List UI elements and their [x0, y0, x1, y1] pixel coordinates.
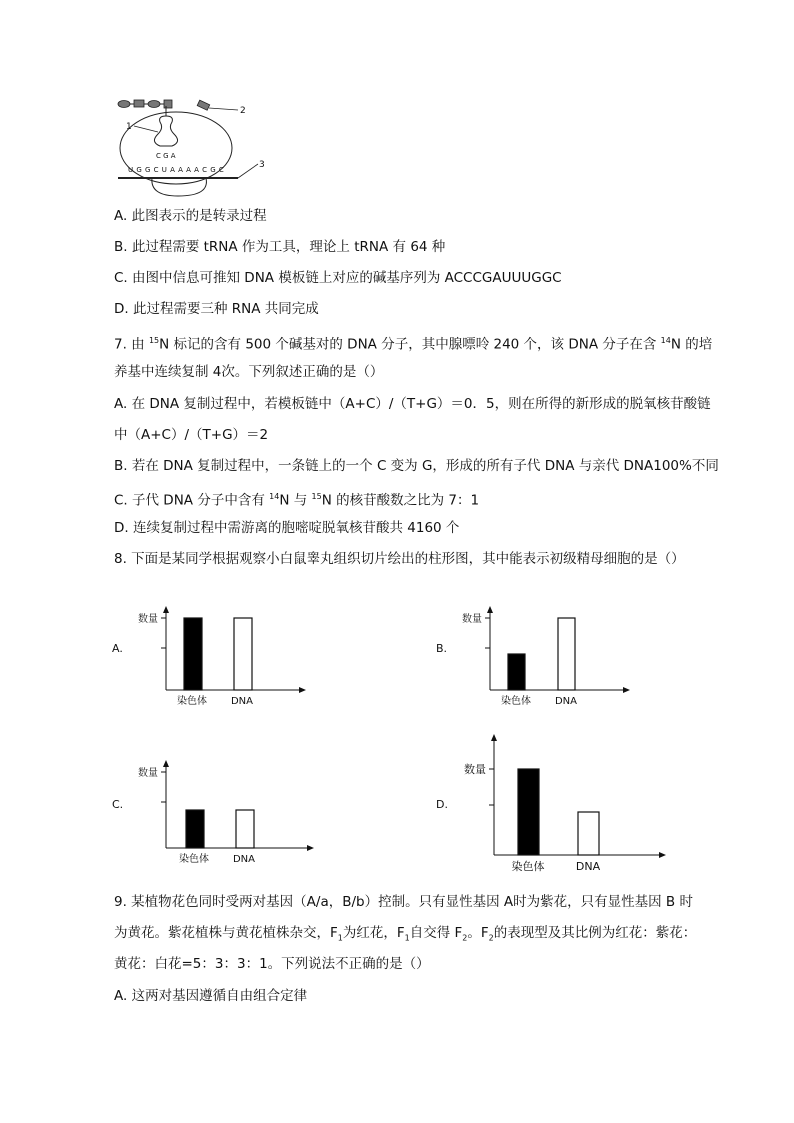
bar-chromosome: [184, 618, 202, 690]
amino-acid-1: [118, 101, 130, 108]
chart-option-label: C.: [112, 798, 124, 811]
bar-chromosome: [186, 810, 204, 848]
q9-stem-line3: 黄花：白花=5：3：3：1。下列说法不正确的是（）: [114, 956, 430, 972]
q6-option-a: A. 此图表示的是转录过程: [114, 208, 267, 224]
bar-dna: [558, 618, 575, 690]
chart-d: [434, 730, 670, 875]
q6-option-b: B. 此过程需要 tRNA 作为工具，理论上 tRNA 有 64 种: [114, 239, 446, 255]
y-axis-label: 数量: [464, 763, 486, 776]
chart-b: [434, 600, 634, 710]
q9-stem-line1: 9. 某植物花色同时受两对基因（A/a，B/b）控制。只有显性基因 A时为紫花，只有显性基因 B 时: [114, 894, 693, 910]
bar-dna: [578, 812, 599, 855]
label-2: 2: [240, 106, 246, 116]
y-axis-arrow: [491, 734, 497, 741]
q7-option-a-line2: 中（A+C）/（T+G）＝2: [114, 427, 269, 443]
q6-option-d: D. 此过程需要三种 RNA 共同完成: [114, 301, 319, 317]
q9-stem-line2: 为黄花。紫花植株与黄花植株杂交，$F_1$为红花，$F_1$自交得 $F_2$。$F_2$的表现型及其比例为红花：紫花：: [114, 925, 697, 943]
amino-acid-3: [148, 101, 160, 108]
mrna-sequence: U G G C U A A A A C G C: [128, 166, 225, 174]
translation-diagram: [110, 92, 280, 192]
bar-dna: [234, 618, 252, 690]
amino-acid-free: [197, 100, 210, 110]
x-tick-label: 染色体: [501, 696, 531, 707]
x-tick-label: 染色体: [511, 860, 545, 873]
bar-dna: [236, 810, 254, 848]
y-axis-arrow: [487, 606, 493, 613]
amino-acid-4: [164, 100, 172, 108]
x-tick-label: DNA: [230, 696, 254, 707]
bar-chromosome: [508, 654, 525, 690]
q7-option-d: D. 连续复制过程中需游离的胞嘧啶脱氧核苷酸共 4160 个: [114, 520, 460, 536]
x-tick-label: 染色体: [177, 696, 207, 707]
y-axis-label: 数量: [138, 614, 158, 625]
x-axis-arrow: [659, 852, 666, 858]
y-axis-label: 数量: [138, 768, 158, 779]
trna: [154, 116, 177, 146]
x-axis-arrow: [623, 687, 630, 693]
x-tick-label: DNA: [575, 860, 601, 873]
y-axis-arrow: [163, 606, 169, 613]
x-axis-arrow: [307, 845, 314, 851]
q6-option-c: C. 由图中信息可推知 DNA 模板链上对应的碱基序列为 ACCCGAUUUGGC: [114, 270, 562, 286]
x-axis-arrow: [299, 687, 306, 693]
x-tick-label: DNA: [232, 854, 256, 865]
x-tick-label: 染色体: [179, 854, 209, 865]
amino-acid-2: [134, 100, 144, 107]
q7-option-a-line1: A. 在 DNA 复制过程中，若模板链中（A+C）/（T+G）＝0．5，则在所得的新形成的脱氧核苷酸链: [114, 396, 711, 412]
q7-stem-line1: 7. 由 $^{15}$N 标记的含有 500 个碱基对的 DNA 分子，其中腺嘌呤 240 个，该 DNA 分子在含 $^{14}$N 的培: [114, 336, 713, 353]
chart-option-label: A.: [112, 642, 123, 655]
chart-a: [110, 600, 310, 710]
label-1: 1: [126, 122, 132, 132]
y-axis-arrow: [163, 760, 169, 767]
q7-option-c: C. 子代 DNA 分子中含有 $^{14}$N 与 $^{15}$N 的核苷酸数之比为 7：1: [114, 492, 480, 509]
label-3: 3: [259, 160, 265, 170]
q9-option-a: A. 这两对基因遵循自由组合定律: [114, 988, 308, 1004]
q7-option-b: B. 若在 DNA 复制过程中，一条链上的一个 C 变为 G，形成的所有子代 DNA 与亲代 DNA100%不同: [114, 458, 719, 474]
anticodon-text: C G A: [156, 152, 176, 160]
bar-chromosome: [518, 769, 539, 855]
chart-option-label: D.: [436, 798, 448, 811]
chart-option-label: B.: [436, 642, 448, 655]
q8-stem: 8. 下面是某同学根据观察小白鼠睾丸组织切片绘出的柱形图，其中能表示初级精母细胞的是（）: [114, 551, 685, 567]
y-axis-label: 数量: [462, 614, 482, 625]
x-tick-label: DNA: [554, 696, 578, 707]
q7-stem-line2: 养基中连续复制 4次。下列叙述正确的是（）: [114, 364, 384, 380]
chart-c: [110, 754, 320, 869]
